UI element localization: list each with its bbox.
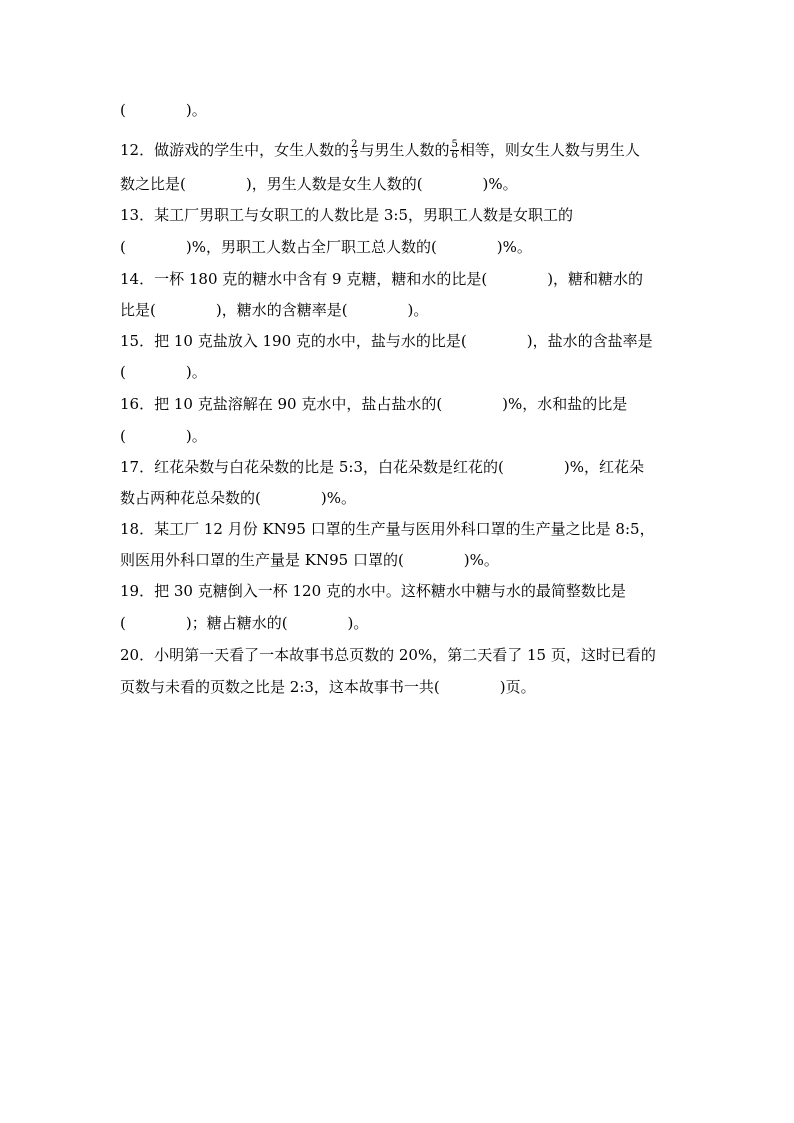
fraction-denominator: 6 — [451, 149, 458, 161]
fraction-numerator: 5 — [451, 138, 458, 150]
question-18-line-1: 18．某工厂 12 月份 KN95 口罩的生产量与医用外科口罩的生产量之比是 8:5， — [120, 520, 655, 538]
question-14-line-2: 比是( )，糖水的含糖率是( )。 — [120, 301, 429, 319]
question-19-line-2: ( )；糖占糖水的( )。 — [120, 614, 369, 632]
question-12-line-1 — [120, 140, 640, 162]
question-20-line-2: 页数与未看的页数之比是 2:3，这本故事书一共( )页。 — [120, 678, 536, 696]
question-13-line-2: ( )%，男职工人数占全厂职工总人数的( )%。 — [120, 238, 532, 256]
fraction-numerator: 2 — [351, 138, 358, 150]
question-15-line-1: 15．把 10 克盐放入 190 克的水中，盐与水的比是( )，盐水的含盐率是 — [120, 332, 653, 350]
line-q11-answer: ( )。 — [120, 101, 207, 119]
question-17-line-2: 数占两种花总朵数的( )%。 — [120, 489, 356, 507]
q12-text-pre: 12．做游戏的学生中，女生人数的 — [120, 141, 350, 159]
question-16-line-1: 16．把 10 克盐溶解在 90 克水中，盐占盐水的( )%，水和盐的比是 — [120, 395, 628, 413]
q12-text-mid: 与男生人数的 — [359, 141, 450, 159]
fraction-denominator: 3 — [351, 149, 358, 161]
question-20-line-1: 20．小明第一天看了一本故事书总页数的 20%，第二天看了 15 页，这时已看的 — [120, 646, 656, 664]
fraction-five-sixths — [450, 140, 458, 161]
question-12-line-2: 数之比是( )，男生人数是女生人数的( )%。 — [120, 175, 518, 193]
question-15-line-2: ( )。 — [120, 363, 207, 381]
question-14-line-1: 14．一杯 180 克的糖水中含有 9 克糖，糖和水的比是( )，糖和糖水的 — [120, 270, 644, 288]
fraction-two-thirds — [350, 140, 358, 161]
question-18-line-2: 则医用外科口罩的生产量是 KN95 口罩的( )%。 — [120, 551, 499, 569]
question-13-line-1: 13．某工厂男职工与女职工的人数比是 3:5，男职工人数是女职工的 — [120, 206, 573, 224]
question-16-line-2: ( )。 — [120, 427, 207, 445]
question-17-line-1: 17．红花朵数与白花朵数的比是 5:3，白花朵数是红花的( )%，红花朵 — [120, 458, 644, 476]
question-19-line-1: 19．把 30 克糖倒入一杯 120 克的水中。这杯糖水中糖与水的最简整数比是 — [120, 582, 626, 600]
q12-text-post: 相等，则女生人数与男生人 — [459, 141, 640, 159]
